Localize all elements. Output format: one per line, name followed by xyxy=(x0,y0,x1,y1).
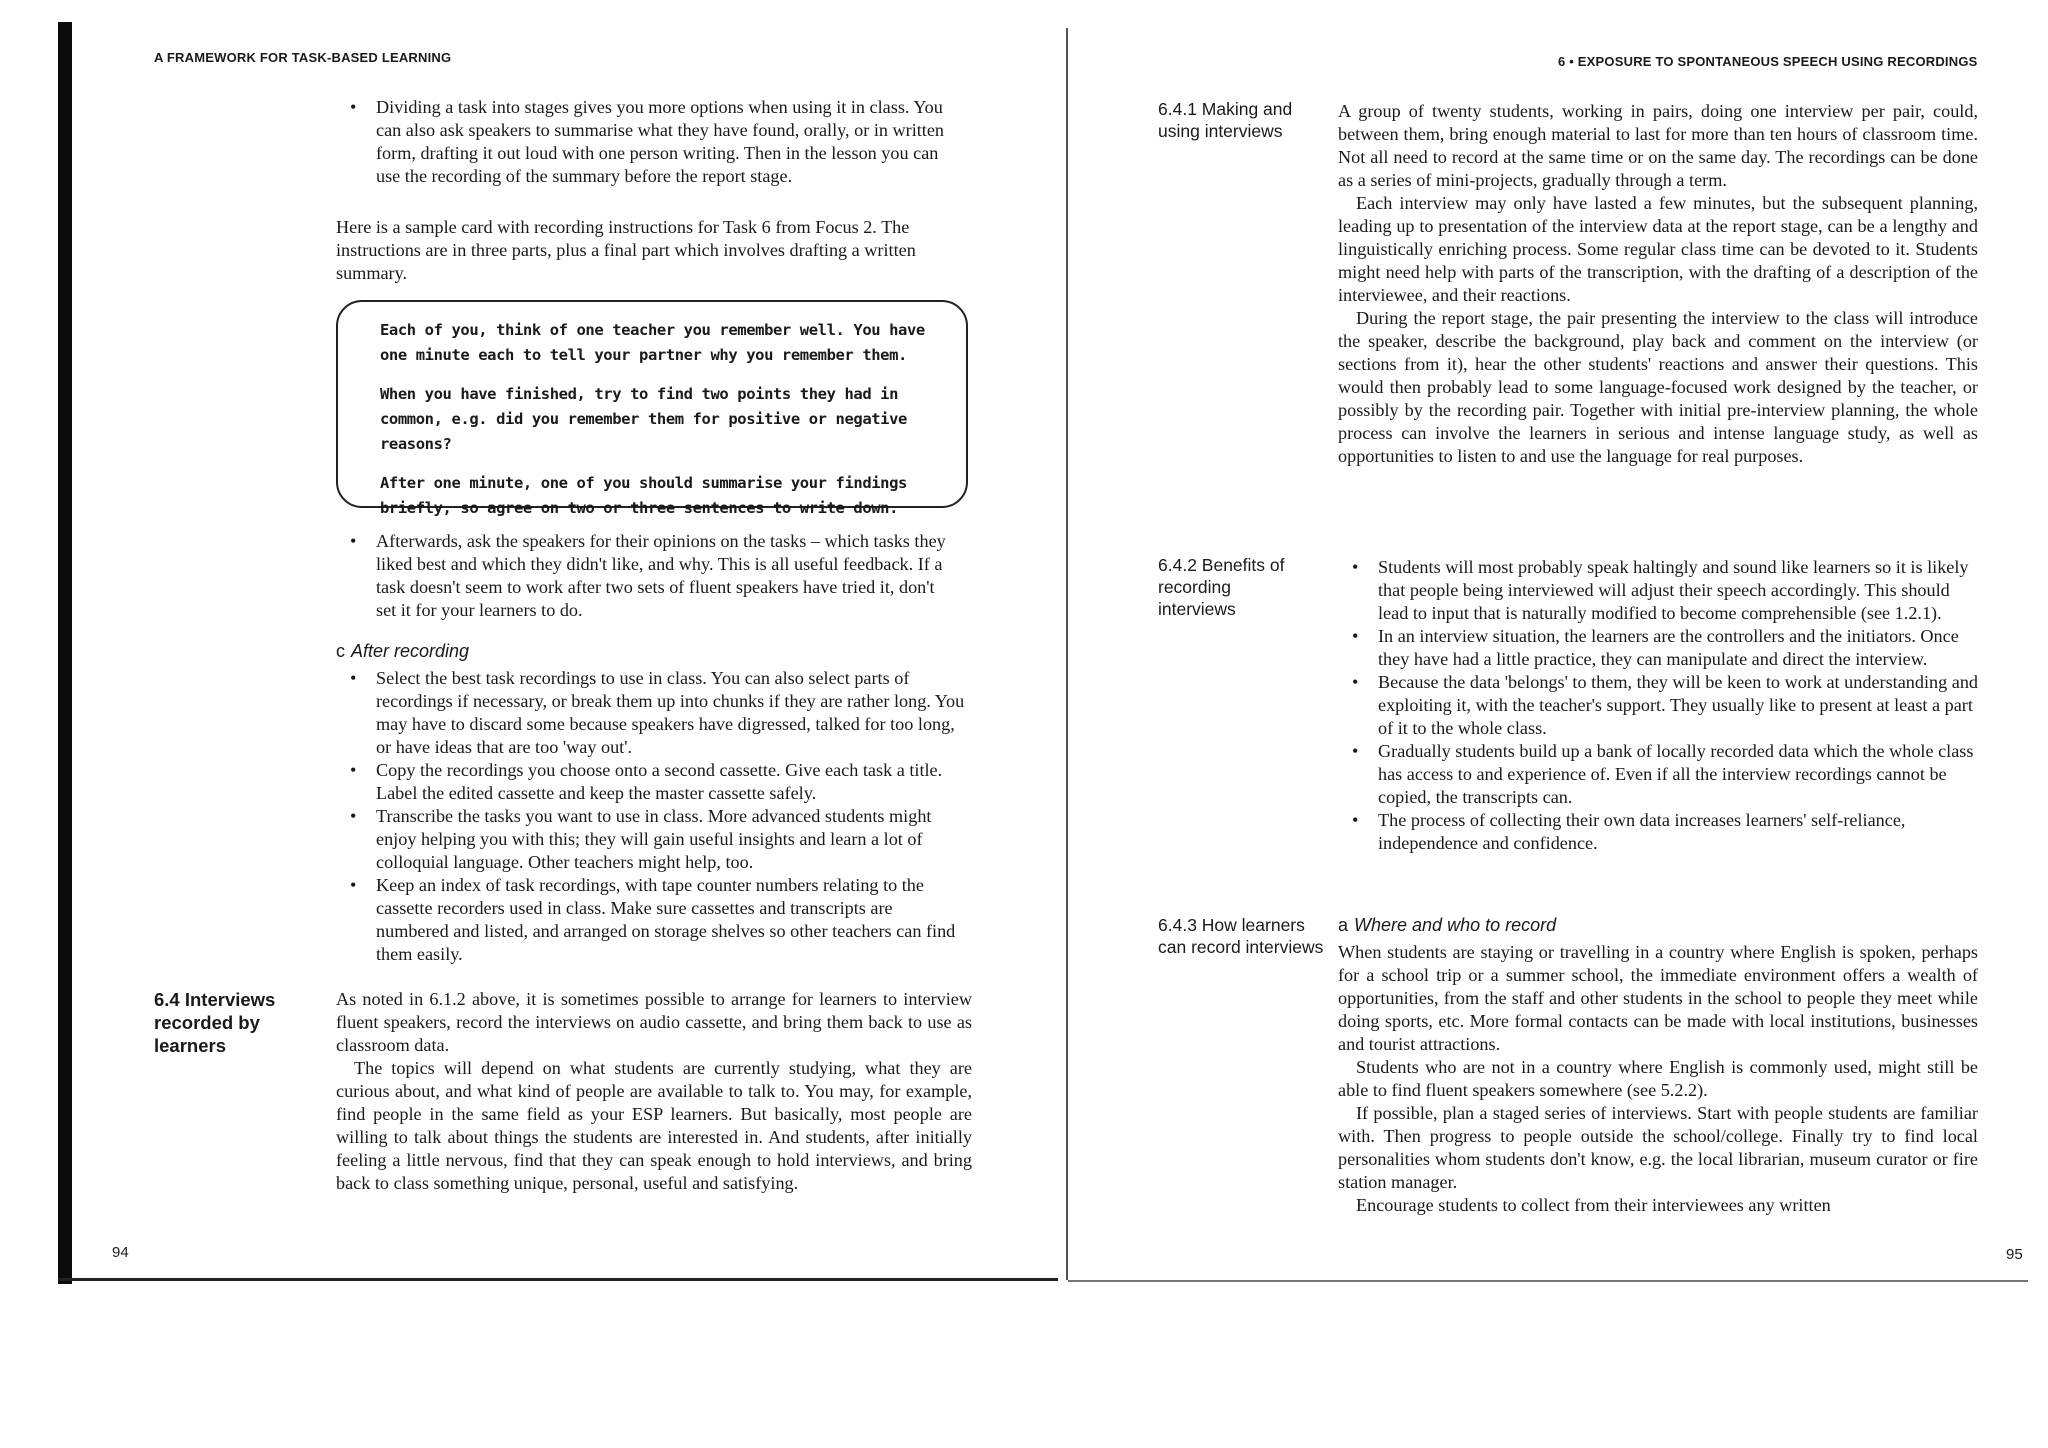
list-item: • Keep an index of task recordings, with tape counter numbers relating to the cassette recorders used in class. Make sure cassettes and transcripts are numbered and listed, and arranged on storage shelves so other teachers can find them easily. xyxy=(336,874,968,966)
list-item: • The process of collecting their own data increases learners' self-reliance, independence and confidence. xyxy=(1338,809,1982,855)
margin-label-6-4-2: 6.4.2 Benefits of recording interviews xyxy=(1158,555,1285,619)
intro-bullet-block xyxy=(336,96,956,188)
page-number-right: 95 xyxy=(2006,1246,2023,1263)
card-instruction-3: After one minute, one of you should summarise your findings briefly, so agree on two or three sentences to write down. xyxy=(380,474,907,517)
margin-label-6-4-3: 6.4.3 How learners can record interviews xyxy=(1158,915,1324,957)
section-6-4-3-body xyxy=(1338,914,1978,1217)
paragraph: Students who are not in a country where English is commonly used, might still be able to find fluent speakers somewhere (see 5.2.2). xyxy=(1338,1057,1978,1100)
paragraph: A group of twenty students, working in pairs, doing one interview per pair, could, between them, bring enough material to last for more than ten hours of classroom time. Not all need to record at the same time or on the same day. The recordings can be done as a series of mini-projects, gradually through a term. xyxy=(1338,101,1978,190)
card-instruction-1: Each of you, think of one teacher you remember well. You have one minute each to tell your partner why you remember them. xyxy=(380,321,925,364)
book-spine-shadow xyxy=(58,22,72,1284)
list-item: • Copy the recordings you choose onto a second cassette. Give each task a title. Label the edited cassette and keep the master cassette safely. xyxy=(336,759,968,805)
section-6-4-1-body xyxy=(1338,100,1978,468)
section-6-4-body xyxy=(336,988,972,1195)
paragraph: If possible, plan a staged series of interviews. Start with people students are familiar with. Then progress to people outside the school/college. Finally try to find local personalities whom students don't know, e.g. the local librarian, museum curator or fire station manager. xyxy=(1338,1103,1978,1192)
paragraph: During the report stage, the pair presenting the interview to the class will introduce the speaker, describe the background, play back and comment on the interview (or sections from it), hear the other students' reactions and answer their questions. This would then probably lead to some language-focused work designed by the teacher, or possibly by the recording pair. Together with initial pre-interview planning, the whole process can involve the learners in serious and intense language study, as well as opportunities to listen to and use the language for real purposes. xyxy=(1338,308,1978,466)
card-instruction-2: When you have finished, try to find two points they had in common, e.g. did you remember them for positive or negative reasons? xyxy=(380,385,907,453)
running-head-left: A FRAMEWORK FOR TASK-BASED LEARNING xyxy=(154,50,452,65)
paragraph: As noted in 6.1.2 above, it is sometimes possible to arrange for learners to interview fluent speakers, record the interviews on audio cassette, and bring them back to use as classroom data. xyxy=(336,989,972,1055)
afterwards-bullet-block xyxy=(336,530,956,622)
list-item: • Gradually students build up a bank of locally recorded data which the whole class has access to and experience of. Even if all the interview recordings cannot be copied, the transcripts can. xyxy=(1338,740,1982,809)
list-item: • In an interview situation, the learners are the controllers and the initiators. Once they have had a little practice, they can manipulate and direct the interview. xyxy=(1338,625,1982,671)
paragraph: Encourage students to collect from their interviewees any written xyxy=(1356,1195,1831,1215)
sample-card-intro xyxy=(336,216,968,285)
subsection-heading: a Where and who to record xyxy=(1338,915,1557,935)
list-item: • Afterwards, ask the speakers for their opinions on the tasks – which tasks they liked best and which they didn't like, and why. This is all useful feedback. If a task doesn't seem to work after two sets of fluent speakers have tried it, don't set it for your learners to do. xyxy=(336,530,956,622)
page-bottom-edge-right xyxy=(1068,1280,2028,1282)
paragraph: The topics will depend on what students are currently studying, what they are curious about, and what kind of people are available to talk to. You may, for example, find people in the same field as your ESP learners. But basically, most people are willing to talk about things the students are interested in. And students, after initially feeling a little nervous, find that they can speak enough to hold interviews, and bring back to class something unique, personal, useful and satisfying. xyxy=(336,1058,972,1193)
subsection-heading: c After recording xyxy=(336,641,470,661)
page-bottom-edge-left xyxy=(58,1278,1058,1281)
list-item: • Dividing a task into stages gives you more options when using it in class. You can also ask speakers to summarise what they have found, orally, or in written form, drafting it out loud with one person writing. Then in the lesson you can use the recording of the summary before the report stage. xyxy=(336,96,956,188)
instruction-card xyxy=(380,318,950,535)
paragraph: Each interview may only have lasted a few minutes, but the subsequent planning, leading up to presentation of the interview data at the report stage, can be a lengthy and linguistically enriching process. Some regular class time can be devoted to it. Students might need help with parts of the transcription, with the drafting of a description of the interviewee, and their reactions. xyxy=(1338,193,1978,305)
page-gutter xyxy=(1066,28,1068,1280)
page-number-left: 94 xyxy=(112,1244,129,1261)
paragraph: When students are staying or travelling in a country where English is spoken, perhaps for a school trip or a summer school, the immediate environment offers a wealth of opportunities, from the staff and other students in the school to people they meet while doing sports, etc. More formal contacts can be made with local institutions, businesses and tourist attractions. xyxy=(1338,942,1978,1054)
list-item: • Transcribe the tasks you want to use in class. More advanced students might enjoy helping you with this; they will gain useful insights and learn a lot of colloquial language. Other teachers might help, too. xyxy=(336,805,968,874)
running-head-right: 6 • EXPOSURE TO SPONTANEOUS SPEECH USING RECORDINGS xyxy=(1558,54,1978,69)
paragraph: Here is a sample card with recording instructions for Task 6 from Focus 2. The instructions are in three parts, plus a final part which involves drafting a written summary. xyxy=(336,217,916,283)
section-heading-6-4: 6.4 Interviews recorded by learners xyxy=(154,989,276,1056)
after-recording-section xyxy=(336,640,968,966)
list-item: • Select the best task recordings to use in class. You can also select parts of recordings if necessary, or break them up into chunks if they are rather long. You may have to discard some because speakers have digressed, talked for too long, or have ideas that are too 'way out'. xyxy=(336,667,968,759)
list-item: • Because the data 'belongs' to them, they will be keen to work at understanding and exploiting it, with the teacher's support. They usually like to present at least a part of it to the whole class. xyxy=(1338,671,1982,740)
section-6-4-2-body xyxy=(1338,556,1982,855)
list-item: • Students will most probably speak haltingly and sound like learners so it is likely that people being interviewed will adjust their speech accordingly. This should lead to input that is naturally modified to become comprehensible (see 1.2.1). xyxy=(1338,556,1982,625)
margin-label-6-4-1: 6.4.1 Making and using interviews xyxy=(1158,99,1293,141)
